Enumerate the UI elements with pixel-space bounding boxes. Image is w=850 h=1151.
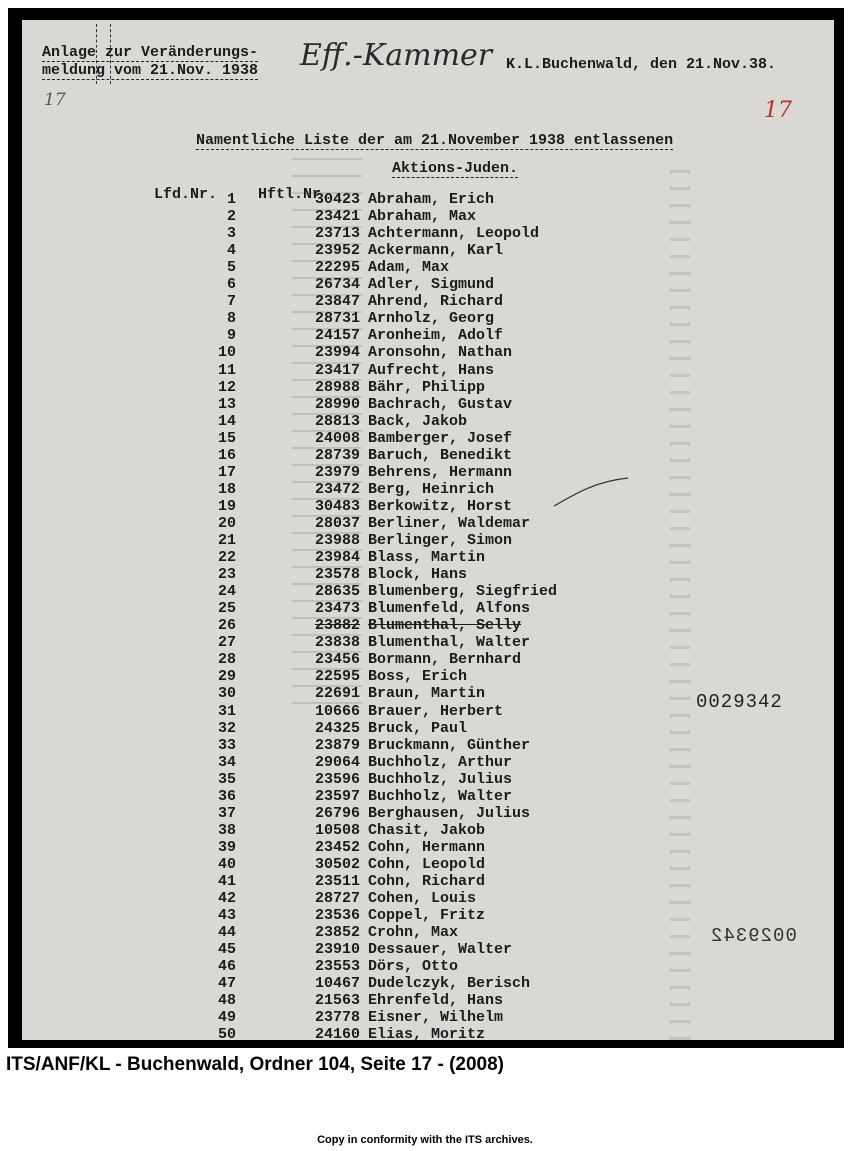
prisoner-number: 23910	[314, 941, 360, 959]
prisoner-number: 23838	[314, 634, 360, 652]
prisoner-name: Berghausen, Julius	[368, 804, 531, 822]
prisoner-number: 24325	[314, 719, 360, 737]
handwritten-eff-kammer: Eff.-Kammer	[300, 38, 493, 73]
prisoner-number: 23456	[314, 651, 360, 669]
prisoner-number: 21563	[314, 992, 360, 1010]
prisoner-name: Crohn, Max	[368, 924, 459, 942]
prisoner-name: Ehrenfeld, Hans	[368, 992, 504, 1010]
document-title: Namentliche Liste der am 21.November 1938 entlassenen	[196, 132, 674, 149]
prisoner-number: 10666	[314, 702, 360, 720]
prisoner-number: 23597	[314, 787, 360, 805]
row-number: 26	[217, 617, 236, 635]
prisoner-name: Block, Hans	[368, 566, 468, 584]
prisoner-name: Blass, Martin	[368, 549, 486, 567]
prisoner-name: Achtermann, Leopold	[368, 225, 540, 243]
row-number: 33	[217, 736, 236, 754]
header-place-date: K.L.Buchenwald, den 21.Nov.38.	[506, 56, 777, 73]
prisoner-name: Eisner, Wilhelm	[368, 1009, 504, 1027]
prisoner-name: Adam, Max	[368, 259, 450, 277]
prisoner-number: 30423	[314, 191, 360, 208]
prisoner-number: 23596	[314, 770, 360, 788]
row-number: 11	[217, 361, 236, 379]
row-number: 21	[217, 532, 236, 549]
row-number: 23	[217, 566, 236, 584]
prisoner-name: Blumenberg, Siegfried	[368, 583, 558, 601]
row-number: 48	[217, 992, 236, 1010]
prisoner-name: Chasit, Jakob	[368, 821, 486, 839]
prisoner-name: Ackermann, Karl	[368, 242, 504, 260]
document-title-line2: Aktions-Juden.	[392, 160, 519, 177]
handwritten-margin-number: 17	[44, 90, 66, 110]
prisoner-number: 23536	[314, 907, 360, 925]
row-number: 2	[226, 208, 236, 226]
prisoner-name: Bamberger, Josef	[368, 429, 513, 447]
mirrored-stamp-text: 0029342	[710, 925, 797, 947]
row-number: 16	[217, 446, 236, 464]
row-number: 3	[226, 225, 236, 243]
prisoner-name: Blumenfeld, Alfons	[368, 600, 531, 618]
row-number: 17	[217, 463, 236, 481]
row-number: 45	[217, 941, 236, 959]
row-number: 22	[217, 549, 236, 567]
header-attachment-line2: meldung vom 21.Nov. 1938	[42, 62, 259, 79]
prisoner-name: Cohn, Richard	[368, 873, 486, 890]
row-number: 38	[217, 821, 236, 839]
row-number: 47	[217, 975, 236, 993]
row-number: 7	[226, 293, 236, 311]
row-number: 28	[217, 651, 236, 669]
row-number: 18	[217, 480, 236, 498]
prisoner-name: Aronsohn, Nathan	[368, 344, 513, 362]
prisoner-number: 26734	[314, 276, 360, 294]
prisoner-name: Ahrend, Richard	[368, 293, 504, 311]
prisoner-number: 28037	[314, 514, 360, 532]
prisoner-name: Adler, Sigmund	[368, 276, 495, 294]
row-number: 44	[217, 924, 236, 942]
row-number: 8	[226, 310, 236, 328]
prisoner-name: Baruch, Benedikt	[368, 446, 513, 464]
prisoner-number: 23994	[314, 344, 360, 362]
prisoner-name: Coppel, Fritz	[368, 907, 486, 925]
row-number: 49	[217, 1009, 236, 1027]
row-number: 25	[217, 600, 236, 618]
row-number: 19	[217, 497, 236, 515]
prisoner-number: 22295	[314, 259, 360, 277]
prisoner-number: 23984	[314, 549, 360, 567]
prisoner-name: Abraham, Erich	[368, 191, 495, 208]
prisoner-number: 23852	[314, 924, 360, 942]
prisoner-name: Braun, Martin	[368, 685, 486, 703]
scanned-document-frame	[8, 8, 844, 1048]
prisoner-name: Behrens, Hermann	[368, 463, 513, 481]
prisoner-name: Brauer, Herbert	[368, 702, 504, 720]
prisoner-number: 28990	[314, 395, 360, 413]
prisoner-name: Bormann, Bernhard	[368, 651, 522, 669]
column-label-hftl: Hftl.Nr.	[258, 186, 331, 203]
prisoner-name: Berg, Heinrich	[368, 480, 495, 498]
row-number: 42	[217, 890, 236, 908]
prisoner-name: Buchholz, Arthur	[368, 753, 513, 771]
prisoner-number: 10508	[314, 821, 360, 839]
row-number: 31	[217, 702, 236, 720]
archive-conformity-note: Copy in conformity with the ITS archives.	[317, 1134, 533, 1146]
row-number: 27	[217, 634, 236, 652]
prisoner-name: Berliner, Waldemar	[368, 514, 531, 532]
prisoner-number: 23847	[314, 293, 360, 311]
document-page	[22, 20, 834, 1044]
prisoner-number: 28727	[314, 890, 360, 908]
row-number: 10	[217, 344, 236, 362]
prisoner-number: 26796	[314, 804, 360, 822]
prisoner-number: 23417	[314, 361, 360, 379]
prisoner-name: Dessauer, Walter	[368, 941, 513, 959]
row-number: 5	[226, 259, 236, 277]
column-label-lfd: Lfd.Nr.	[154, 186, 218, 203]
row-number: 15	[217, 429, 236, 447]
prisoner-name: Blumenthal, Selly	[368, 617, 522, 635]
row-number: 46	[217, 958, 236, 976]
prisoner-number: 28731	[314, 310, 360, 328]
row-number: 32	[217, 719, 236, 737]
red-page-number: 17	[764, 98, 792, 123]
row-number: 4	[226, 242, 236, 260]
prisoner-name: Buchholz, Julius	[368, 770, 513, 788]
prisoner-number: 23421	[314, 208, 360, 226]
prisoner-number: 23553	[314, 958, 360, 976]
prisoner-number: 28739	[314, 446, 360, 464]
prisoner-number: 28635	[314, 583, 360, 601]
archive-caption: ITS/ANF/KL - Buchenwald, Ordner 104, Seite 17 - (2008)	[6, 1054, 505, 1075]
prisoner-number: 24008	[314, 429, 360, 447]
prisoner-number: 29064	[314, 753, 360, 771]
prisoner-name: Boss, Erich	[368, 668, 468, 686]
row-number: 50	[217, 1026, 236, 1044]
prisoner-name: Bachrach, Gustav	[368, 395, 513, 413]
prisoner-name: Bruckmann, Günther	[368, 736, 531, 754]
prisoner-number: 23578	[314, 566, 360, 584]
prisoner-number: 23879	[314, 736, 360, 754]
prisoner-number: 23452	[314, 838, 360, 856]
prisoner-name: Cohn, Hermann	[368, 838, 486, 856]
row-number: 37	[217, 804, 236, 822]
prisoner-name: Abraham, Max	[368, 208, 477, 226]
prisoner-number: 24157	[314, 327, 360, 345]
prisoner-name: Aronheim, Adolf	[368, 327, 504, 345]
row-number: 12	[217, 378, 236, 396]
prisoner-number: 10467	[314, 975, 360, 993]
row-number: 43	[217, 907, 236, 925]
prisoner-number: 28813	[314, 412, 360, 430]
row-number: 29	[217, 668, 236, 686]
prisoner-number: 23511	[314, 873, 360, 890]
row-number: 6	[226, 276, 236, 294]
row-number: 34	[217, 753, 236, 771]
prisoner-number: 24160	[314, 1026, 360, 1044]
row-number: 35	[217, 770, 236, 788]
torn-mark-2	[110, 24, 112, 84]
row-number: 39	[217, 838, 236, 856]
prisoner-name: Aufrecht, Hans	[368, 361, 495, 379]
prisoner-number: 23988	[314, 532, 360, 549]
prisoner-number: 28988	[314, 378, 360, 396]
row-number: 13	[217, 395, 236, 413]
row-number: 14	[217, 412, 236, 430]
prisoner-name: Buchholz, Walter	[368, 787, 513, 805]
row-number: 1	[226, 191, 236, 208]
archive-stamp-number: 0029342	[696, 691, 783, 713]
row-number: 36	[217, 787, 236, 805]
row-number: 20	[217, 514, 236, 532]
prisoner-number: 22691	[314, 685, 360, 703]
prisoner-number: 23473	[314, 600, 360, 618]
prisoner-number: 22595	[314, 668, 360, 686]
prisoner-name: Berkowitz, Horst	[368, 497, 513, 515]
row-number: 9	[226, 327, 236, 345]
prisoner-number: 23952	[314, 242, 360, 260]
row-number: 30	[217, 685, 236, 703]
torn-mark	[96, 24, 98, 84]
pen-stroke-mark	[552, 472, 632, 508]
prisoner-name: Back, Jakob	[368, 412, 468, 430]
row-number: 24	[217, 583, 236, 601]
header-attachment-line1: Anlage zur Veränderungs-	[42, 44, 259, 61]
prisoner-name: Cohn, Leopold	[368, 855, 486, 873]
prisoner-name: Arnholz, Georg	[368, 310, 495, 328]
mirrored-stamp-number	[710, 925, 797, 947]
prisoner-name: Berlinger, Simon	[368, 532, 513, 549]
prisoner-name: Blumenthal, Walter	[368, 634, 531, 652]
prisoner-number: 23778	[314, 1009, 360, 1027]
prisoner-name: Bruck, Paul	[368, 719, 468, 737]
prisoner-number: 23882	[314, 617, 360, 635]
row-number: 41	[217, 873, 236, 890]
bleed-through-margin-marks	[670, 160, 690, 1040]
prisoner-number: 23979	[314, 463, 360, 481]
prisoner-name: Cohen, Louis	[368, 890, 477, 908]
prisoner-name: Dudelczyk, Berisch	[368, 975, 531, 993]
prisoner-name: Elias, Moritz	[368, 1026, 486, 1044]
prisoner-number: 30502	[314, 855, 360, 873]
prisoner-number: 23472	[314, 480, 360, 498]
row-number: 40	[217, 855, 236, 873]
prisoner-number: 23713	[314, 225, 360, 243]
prisoner-name: Bähr, Philipp	[368, 378, 486, 396]
prisoner-number: 30483	[314, 497, 360, 515]
prisoner-name: Dörs, Otto	[368, 958, 459, 976]
